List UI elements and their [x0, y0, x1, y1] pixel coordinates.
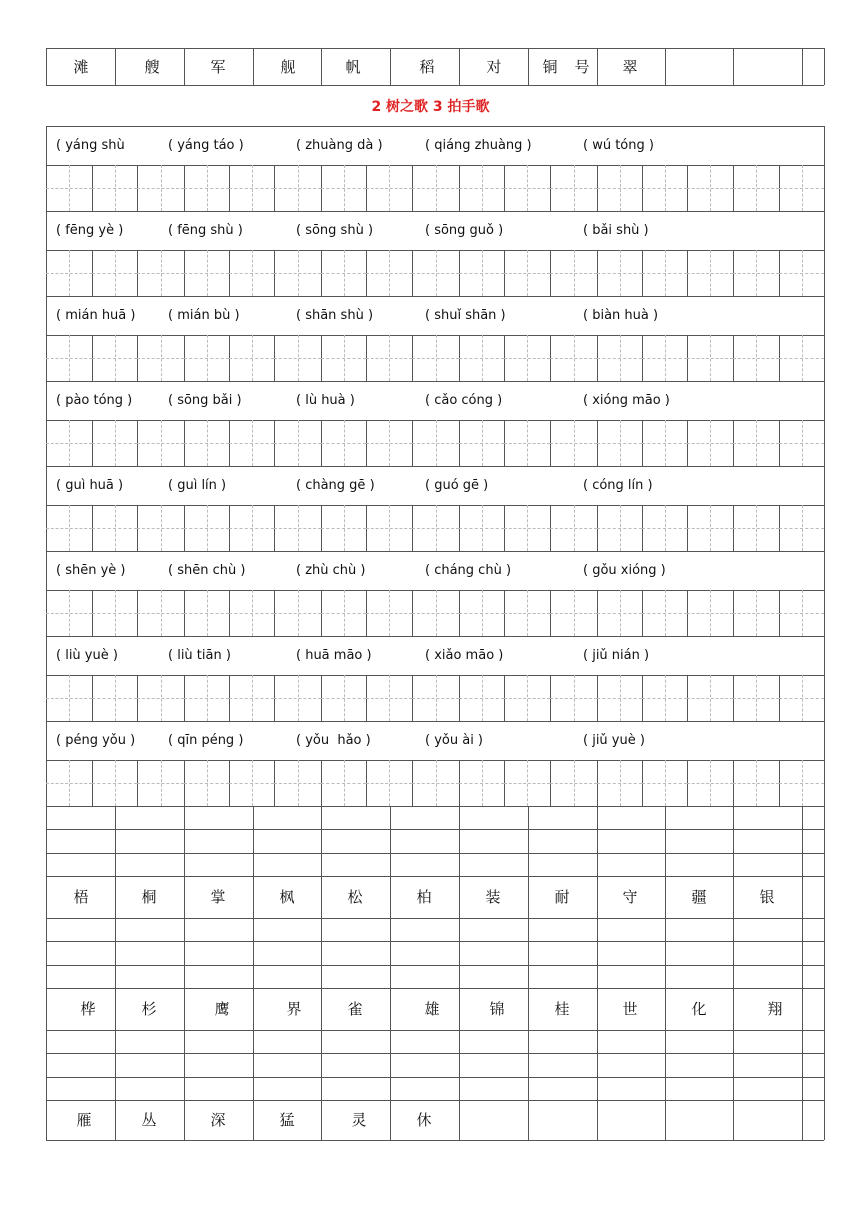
table-character: 雀: [347, 1000, 363, 1018]
top-table-col-line: [321, 48, 322, 85]
pinyin-label: ( guì lín ): [168, 478, 227, 493]
grid-dashed-guide: [733, 188, 779, 189]
pinyin-label: ( péng yǒu ): [56, 733, 136, 748]
top-table-col-line: [733, 48, 734, 85]
char-table-col-line: [46, 806, 47, 1140]
grid-dashed-guide: [366, 188, 412, 189]
char-table-row-line: [46, 806, 824, 807]
char-table-col-line: [528, 806, 529, 1140]
grid-dashed-guide: [137, 613, 184, 614]
grid-dashed-guide: [687, 188, 733, 189]
grid-dashed-guide: [184, 358, 229, 359]
grid-dashed-guide: [229, 188, 274, 189]
pinyin-label: ( wú tóng ): [583, 138, 654, 153]
grid-dashed-guide: [184, 698, 229, 699]
pinyin-label: ( jiǔ nián ): [583, 648, 650, 663]
table-character: 世: [622, 1000, 638, 1018]
grid-left-border: [46, 381, 47, 420]
grid-dashed-guide: [137, 528, 184, 529]
grid-dashed-guide: [733, 273, 779, 274]
grid-dashed-guide: [687, 613, 733, 614]
grid-dashed-guide: [229, 443, 274, 444]
table-character: 猛: [279, 1111, 295, 1129]
grid-left-border: [46, 126, 47, 165]
grid-dashed-guide: [412, 188, 459, 189]
grid-dashed-guide: [550, 613, 597, 614]
grid-dashed-guide: [733, 443, 779, 444]
top-row-character: 滩: [73, 58, 89, 76]
grid-dashed-guide: [597, 188, 642, 189]
grid-dashed-guide: [366, 273, 412, 274]
grid-dashed-guide: [597, 783, 642, 784]
top-table-col-line: [665, 48, 666, 85]
grid-dashed-guide: [229, 698, 274, 699]
grid-box-line: [824, 420, 825, 466]
table-character: 银: [759, 888, 775, 906]
grid-dashed-guide: [92, 273, 137, 274]
pinyin-label: ( qīn péng ): [168, 733, 244, 748]
char-table-row-line: [46, 876, 824, 877]
grid-dashed-guide: [46, 358, 92, 359]
grid-right-border: [824, 721, 825, 760]
grid-right-border: [824, 381, 825, 420]
grid-box-bottom-line: [46, 466, 824, 467]
grid-dashed-guide: [366, 358, 412, 359]
grid-dashed-guide: [137, 443, 184, 444]
grid-dashed-guide: [46, 783, 92, 784]
pinyin-label: ( cháng chù ): [425, 563, 512, 578]
top-table-col-line: [528, 48, 529, 85]
grid-dashed-guide: [642, 443, 687, 444]
char-table-row-line: [46, 941, 824, 942]
grid-dashed-guide: [687, 443, 733, 444]
grid-dashed-guide: [92, 783, 137, 784]
grid-dashed-guide: [733, 613, 779, 614]
pinyin-label: ( huā māo ): [296, 648, 372, 663]
table-character: 休: [416, 1111, 432, 1129]
table-character: 深: [210, 1111, 226, 1129]
grid-left-border: [46, 466, 47, 505]
grid-dashed-guide: [459, 613, 504, 614]
pinyin-label: ( mián huā ): [56, 308, 136, 323]
top-table-col-line: [184, 48, 185, 85]
char-table-col-line: [665, 806, 666, 1140]
pinyin-label: ( guó gē ): [425, 478, 489, 493]
grid-dashed-guide: [779, 443, 824, 444]
grid-dashed-guide: [366, 698, 412, 699]
grid-dashed-guide: [366, 783, 412, 784]
grid-dashed-guide: [459, 528, 504, 529]
top-table-col-line: [253, 48, 254, 85]
char-table-row-line: [46, 829, 824, 830]
grid-dashed-guide: [92, 188, 137, 189]
grid-dashed-guide: [642, 613, 687, 614]
pinyin-label: ( shuǐ shān ): [425, 308, 506, 323]
top-row-character: 号: [574, 58, 590, 76]
grid-dashed-guide: [642, 698, 687, 699]
grid-dashed-guide: [597, 358, 642, 359]
grid-dashed-guide: [597, 698, 642, 699]
char-table-row-line: [46, 1140, 824, 1141]
char-table-col-line: [802, 806, 803, 1140]
grid-dashed-guide: [779, 358, 824, 359]
grid-dashed-guide: [321, 783, 366, 784]
grid-dashed-guide: [779, 783, 824, 784]
grid-dashed-guide: [184, 188, 229, 189]
grid-dashed-guide: [597, 273, 642, 274]
table-character: 耐: [554, 888, 570, 906]
grid-dashed-guide: [550, 358, 597, 359]
grid-box-bottom-line: [46, 636, 824, 637]
char-table-row-line: [46, 1077, 824, 1078]
grid-dashed-guide: [687, 528, 733, 529]
pinyin-label: ( xióng māo ): [583, 393, 670, 408]
top-row-character: 舰: [280, 58, 296, 76]
grid-box-bottom-line: [46, 551, 824, 552]
grid-dashed-guide: [459, 358, 504, 359]
grid-left-border: [46, 296, 47, 335]
char-table-col-line: [733, 806, 734, 1140]
grid-dashed-guide: [733, 783, 779, 784]
top-table-col-line: [802, 48, 803, 85]
grid-dashed-guide: [366, 528, 412, 529]
table-character: 桂: [554, 1000, 570, 1018]
top-table-col-line: [459, 48, 460, 85]
table-character: 梧: [73, 888, 89, 906]
grid-dashed-guide: [412, 613, 459, 614]
grid-dashed-guide: [46, 528, 92, 529]
grid-box-line: [824, 505, 825, 551]
pinyin-label: ( yǒu ài ): [425, 733, 484, 748]
grid-dashed-guide: [184, 783, 229, 784]
grid-dashed-guide: [92, 528, 137, 529]
char-table-row-line: [46, 918, 824, 919]
grid-dashed-guide: [321, 698, 366, 699]
char-table-row-line: [46, 1053, 824, 1054]
pinyin-label: ( shēn chù ): [168, 563, 246, 578]
grid-dashed-guide: [46, 613, 92, 614]
grid-dashed-guide: [92, 443, 137, 444]
table-character: 翔: [767, 1000, 783, 1018]
pinyin-label: ( chàng gē ): [296, 478, 375, 493]
grid-dashed-guide: [779, 613, 824, 614]
grid-dashed-guide: [687, 783, 733, 784]
grid-box-line: [824, 165, 825, 211]
pinyin-label: ( fēng shù ): [168, 223, 243, 238]
table-character: 守: [622, 888, 638, 906]
grid-left-border: [46, 211, 47, 250]
grid-dashed-guide: [184, 273, 229, 274]
table-character: 疆: [691, 888, 707, 906]
grid-dashed-guide: [504, 528, 550, 529]
grid-dashed-guide: [687, 273, 733, 274]
pinyin-label: ( xiǎo māo ): [425, 648, 504, 663]
grid-dashed-guide: [642, 358, 687, 359]
grid-dashed-guide: [412, 783, 459, 784]
grid-dashed-guide: [642, 188, 687, 189]
table-character: 柏: [416, 888, 432, 906]
grid-box-line: [824, 675, 825, 721]
grid-dashed-guide: [642, 273, 687, 274]
grid-dashed-guide: [597, 613, 642, 614]
grid-box-bottom-line: [46, 381, 824, 382]
grid-dashed-guide: [46, 273, 92, 274]
char-table-col-line: [184, 806, 185, 1140]
grid-dashed-guide: [597, 443, 642, 444]
grid-dashed-guide: [137, 358, 184, 359]
table-character: 雁: [76, 1111, 92, 1129]
char-table-col-line: [459, 806, 460, 1140]
top-row-character: 翠: [622, 58, 638, 76]
pinyin-label: ( biàn huà ): [583, 308, 659, 323]
grid-dashed-guide: [274, 273, 321, 274]
grid-dashed-guide: [321, 443, 366, 444]
grid-dashed-guide: [92, 698, 137, 699]
grid-dashed-guide: [366, 613, 412, 614]
pinyin-label: ( pào tóng ): [56, 393, 133, 408]
grid-dashed-guide: [321, 613, 366, 614]
grid-dashed-guide: [321, 358, 366, 359]
grid-right-border: [824, 636, 825, 675]
grid-dashed-guide: [504, 443, 550, 444]
grid-dashed-guide: [229, 528, 274, 529]
top-row-character: 铜: [542, 58, 558, 76]
pinyin-label: ( zhuàng dà ): [296, 138, 383, 153]
top-row-character: 对: [486, 58, 502, 76]
grid-dashed-guide: [459, 188, 504, 189]
grid-dashed-guide: [229, 613, 274, 614]
table-character: 丛: [141, 1111, 157, 1129]
pinyin-label: ( shēn yè ): [56, 563, 126, 578]
grid-dashed-guide: [184, 613, 229, 614]
pinyin-label: ( shān shù ): [296, 308, 374, 323]
top-table-border-top: [46, 48, 824, 49]
table-character: 装: [485, 888, 501, 906]
grid-right-border: [824, 551, 825, 590]
char-table-col-line: [390, 806, 391, 1140]
grid-dashed-guide: [459, 783, 504, 784]
top-table-col-line: [46, 48, 47, 85]
grid-dashed-guide: [229, 783, 274, 784]
grid-dashed-guide: [229, 358, 274, 359]
char-table-row-line: [46, 965, 824, 966]
grid-box-bottom-line: [46, 296, 824, 297]
grid-dashed-guide: [274, 358, 321, 359]
top-row-character: 稻: [419, 58, 435, 76]
grid-dashed-guide: [642, 528, 687, 529]
grid-dashed-guide: [504, 358, 550, 359]
grid-dashed-guide: [550, 698, 597, 699]
pinyin-label: ( bǎi shù ): [583, 223, 649, 238]
pinyin-label: ( sōng guǒ ): [425, 223, 504, 238]
top-row-character: 艘: [144, 58, 160, 76]
grid-dashed-guide: [229, 273, 274, 274]
grid-dashed-guide: [321, 188, 366, 189]
grid-dashed-guide: [550, 443, 597, 444]
table-character: 化: [691, 1000, 707, 1018]
grid-dashed-guide: [321, 528, 366, 529]
char-table-row-line: [46, 1030, 824, 1031]
table-character: 界: [286, 1000, 302, 1018]
table-character: 掌: [210, 888, 226, 906]
grid-box-bottom-line: [46, 211, 824, 212]
table-character: 松: [347, 888, 363, 906]
table-character: 桦: [80, 1000, 96, 1018]
table-character: 灵: [351, 1111, 367, 1129]
top-table-border-bottom: [46, 85, 824, 86]
table-character: 雄: [424, 1000, 440, 1018]
grid-dashed-guide: [412, 358, 459, 359]
pinyin-label: ( sōng bǎi ): [168, 393, 242, 408]
grid-dashed-guide: [733, 698, 779, 699]
grid-dashed-guide: [550, 528, 597, 529]
grid-dashed-guide: [92, 358, 137, 359]
grid-dashed-guide: [274, 188, 321, 189]
grid-right-border: [824, 466, 825, 505]
grid-dashed-guide: [504, 783, 550, 784]
pinyin-label: ( lù huà ): [296, 393, 355, 408]
char-table-row-line: [46, 1100, 824, 1101]
pinyin-label: ( mián bù ): [168, 308, 240, 323]
grid-dashed-guide: [412, 528, 459, 529]
grid-dashed-guide: [687, 358, 733, 359]
grid-left-border: [46, 721, 47, 760]
grid-right-border: [824, 211, 825, 250]
grid-dashed-guide: [274, 783, 321, 784]
grid-right-border: [824, 296, 825, 335]
grid-dashed-guide: [779, 528, 824, 529]
pinyin-label: ( yǒu hǎo ): [296, 733, 371, 748]
grid-dashed-guide: [550, 783, 597, 784]
pinyin-label: ( zhù chù ): [296, 563, 366, 578]
top-table-col-line: [824, 48, 825, 85]
pinyin-label: ( cǎo cóng ): [425, 393, 503, 408]
grid-dashed-guide: [779, 698, 824, 699]
grid-dashed-guide: [597, 528, 642, 529]
grid-box-line: [824, 760, 825, 806]
grid-dashed-guide: [779, 273, 824, 274]
grid-dashed-guide: [504, 698, 550, 699]
char-table-col-line: [253, 806, 254, 1140]
grid-dashed-guide: [504, 613, 550, 614]
grid-left-border: [46, 636, 47, 675]
pinyin-label: ( jiǔ yuè ): [583, 733, 645, 748]
grid-dashed-guide: [412, 443, 459, 444]
grid-dashed-guide: [687, 698, 733, 699]
grid-dashed-guide: [137, 273, 184, 274]
grid-dashed-guide: [46, 443, 92, 444]
grid-dashed-guide: [137, 783, 184, 784]
table-character: 桐: [141, 888, 157, 906]
grid-box-line: [824, 335, 825, 381]
top-table-col-line: [115, 48, 116, 85]
char-table-col-line: [321, 806, 322, 1140]
grid-dashed-guide: [321, 273, 366, 274]
grid-dashed-guide: [274, 613, 321, 614]
char-table-col-line: [597, 806, 598, 1140]
pinyin-label: ( yáng táo ): [168, 138, 244, 153]
pinyin-label: ( yáng shù: [56, 138, 125, 153]
table-character: 杉: [141, 1000, 157, 1018]
grid-dashed-guide: [274, 698, 321, 699]
grid-box-line: [824, 590, 825, 636]
char-table-row-line: [46, 988, 824, 989]
grid-dashed-guide: [137, 188, 184, 189]
grid-box-line: [824, 250, 825, 296]
grid-dashed-guide: [733, 358, 779, 359]
top-row-character: 军: [210, 58, 226, 76]
grid-dashed-guide: [550, 273, 597, 274]
table-character: 锦: [489, 1000, 505, 1018]
lesson-title: 2 树之歌 3 拍手歌: [371, 99, 490, 115]
top-row-character: 帆: [345, 58, 361, 76]
grid-dashed-guide: [459, 273, 504, 274]
grid-dashed-guide: [184, 528, 229, 529]
grid-right-border: [824, 126, 825, 165]
grid-dashed-guide: [504, 188, 550, 189]
grid-dashed-guide: [412, 273, 459, 274]
grid-box-bottom-line: [46, 721, 824, 722]
grid-dashed-guide: [412, 698, 459, 699]
table-character: 鹰: [214, 1000, 230, 1018]
grid-dashed-guide: [733, 528, 779, 529]
grid-dashed-guide: [642, 783, 687, 784]
grid-dashed-guide: [46, 188, 92, 189]
char-table-col-line: [824, 806, 825, 1140]
pinyin-label: ( qiáng zhuàng ): [425, 138, 532, 153]
pinyin-label: ( sōng shù ): [296, 223, 374, 238]
top-table-col-line: [390, 48, 391, 85]
pinyin-label: ( liù tiān ): [168, 648, 231, 663]
top-table-col-line: [597, 48, 598, 85]
grid-top-border: [46, 126, 824, 127]
grid-dashed-guide: [366, 443, 412, 444]
grid-dashed-guide: [274, 443, 321, 444]
grid-dashed-guide: [779, 188, 824, 189]
pinyin-label: ( gǒu xióng ): [583, 563, 666, 578]
grid-dashed-guide: [92, 613, 137, 614]
grid-dashed-guide: [504, 273, 550, 274]
table-character: 枫: [279, 888, 295, 906]
pinyin-label: ( cóng lín ): [583, 478, 653, 493]
grid-dashed-guide: [184, 443, 229, 444]
grid-dashed-guide: [550, 188, 597, 189]
grid-left-border: [46, 551, 47, 590]
pinyin-label: ( fēng yè ): [56, 223, 124, 238]
grid-dashed-guide: [46, 698, 92, 699]
char-table-col-line: [115, 806, 116, 1140]
grid-dashed-guide: [459, 698, 504, 699]
grid-dashed-guide: [274, 528, 321, 529]
char-table-row-line: [46, 853, 824, 854]
grid-dashed-guide: [459, 443, 504, 444]
pinyin-label: ( liù yuè ): [56, 648, 118, 663]
pinyin-label: ( guì huā ): [56, 478, 124, 493]
grid-dashed-guide: [137, 698, 184, 699]
